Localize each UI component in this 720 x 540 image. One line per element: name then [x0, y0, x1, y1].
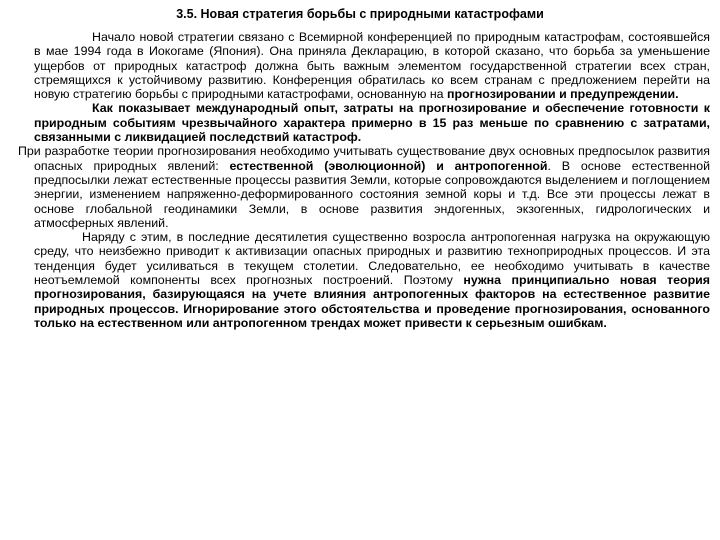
paragraph-conference	[34, 30, 710, 101]
paragraph-anthropogenic-bold: нужна принципиально новая теория прогнозирования, базирующаяся на учете влияния антропогенных факторов на естественное развитие природных процессов. Игнорирование этого обстоятельства и проведение прогнозирования, основанного только на естественном или антропогенном трендах может привести к серьезным ошибкам.	[34, 273, 710, 330]
paragraph-international-experience: Как показывает международный опыт, затраты на прогнозирование и обеспечение готовности к природным событиям чрезвычайного характера примерно в 15 раз меньше по сравнению с затратами, связанными с ликвидацией последствий катастроф.	[34, 101, 710, 145]
paragraph-conference-bold: прогнозировании и предупреждении.	[447, 87, 679, 102]
paragraph-anthropogenic-load	[34, 230, 710, 330]
paragraph-forecasting-bold: естественной (эволюционной) и антропогенной	[229, 158, 548, 173]
paragraph-forecasting-text-b: . В основе естественной предпосылки лежат естественные процессы развития Земли, которые сопровождаются выделением и поглощением энергии, изменением напряженно-деформированного состояния земной коры и т.д. Все эти процессы лежат в основе глобальной геодинамики Земли, в основе развития эндогенных, экзогенных, гидрологических и атмосферных явлений.	[34, 158, 711, 230]
paragraph-anthropogenic-text: Наряду с этим, в последние десятилетия существенно возросла антропогенная нагрузка на окружающую среду, что неизбежно приводит к активизации опасных природных и развитию техноприродных процессов. И эта тенденция будет усиливаться в текущем столетии. Следовательно, ее необходимо учитывать в качестве неотъемлемой компоненты всех прогнозных построений. Поэтому	[34, 230, 710, 288]
paragraph-conference-text: Начало новой стратегии связано с Всемирной конференцией по природным катастрофам, состоявшейся в мае 1994 года в Иокогаме (Япония). Она приняла Декларацию, в которой сказано, что борьба за уменьшение ущербов от природных катастроф должна быть важным элементом государственной стратегии всех стран, стремящихся к устойчивому развитию. Конференция обратилась ко всем странам с предложением перейти на новую стратегию борьбы с природными катастрофами, основанную на	[34, 30, 710, 102]
paragraph-forecasting-text-a: При разработке теории прогнозирования необходимо учитывать существование двух основных предпосылок развития опасных природных явлений:	[18, 144, 710, 173]
document-body	[18, 30, 711, 330]
paragraph-forecasting-theory	[18, 144, 711, 230]
section-title: 3.5. Новая стратегия борьбы с природными катастрофами	[176, 7, 544, 21]
